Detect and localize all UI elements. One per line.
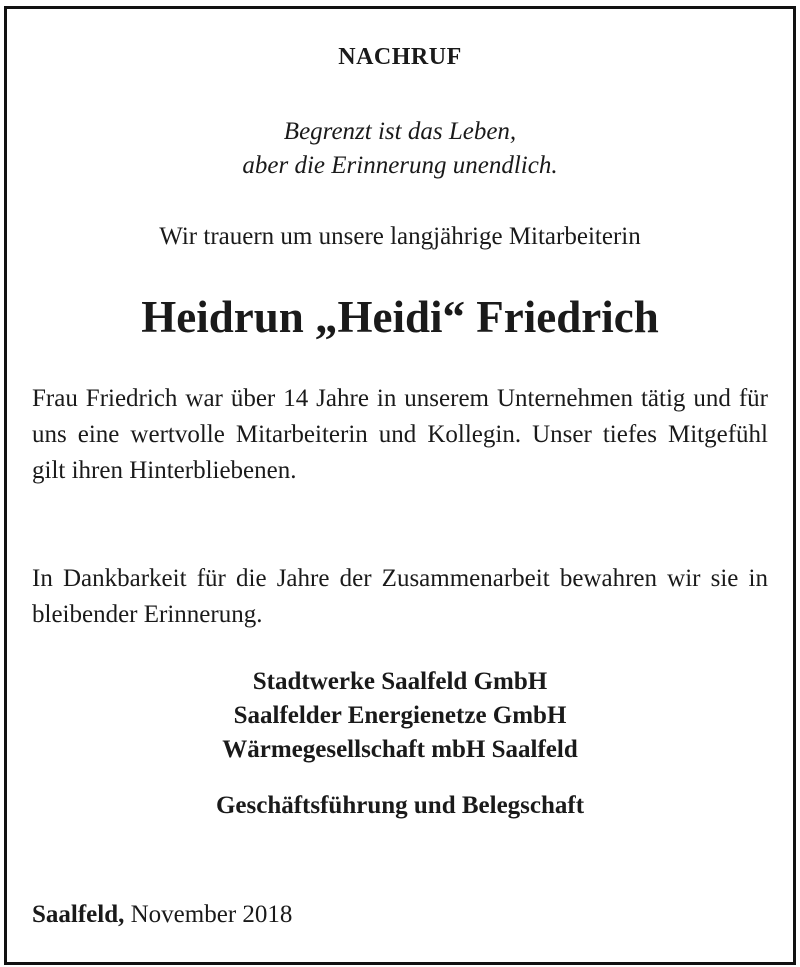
- notice-heading: NACHRUF: [338, 44, 462, 70]
- tribute-paragraph-2: In Dankbarkeit für die Jahre der Zusammenarbeit bewahren wir sie in bleibender Erinnerung.: [32, 565, 768, 628]
- signatories: Geschäftsführung und Belegschaft: [215, 792, 585, 819]
- quote-line-2: aber die Erinnerung unendlich.: [242, 152, 558, 179]
- organization-name: Stadtwerke Saalfeld GmbH: [252, 668, 548, 695]
- date: November 2018: [130, 901, 293, 928]
- tribute-paragraph-1: Frau Friedrich war über 14 Jahre in unserem Unternehmen tätig und für uns eine wertvolle Mitarbeiterin und Kollegin. Unser tiefes Mitgefühl gilt ihren Hinterbliebenen.: [32, 385, 768, 484]
- place-date-line: [32, 898, 292, 932]
- intro-text: Wir trauern um unsere langjährige Mitarbeiterin: [159, 223, 641, 250]
- place: Saalfeld,: [32, 901, 125, 928]
- deceased-name: Heidrun „Heidi“ Friedrich: [141, 292, 659, 342]
- organization-name: Wärmegesellschaft mbH Saalfeld: [222, 736, 578, 763]
- quote-line-1: Begrenzt ist das Leben,: [283, 118, 517, 145]
- organization-name: Saalfelder Energienetze GmbH: [233, 702, 567, 729]
- memorial-quote: [0, 115, 800, 183]
